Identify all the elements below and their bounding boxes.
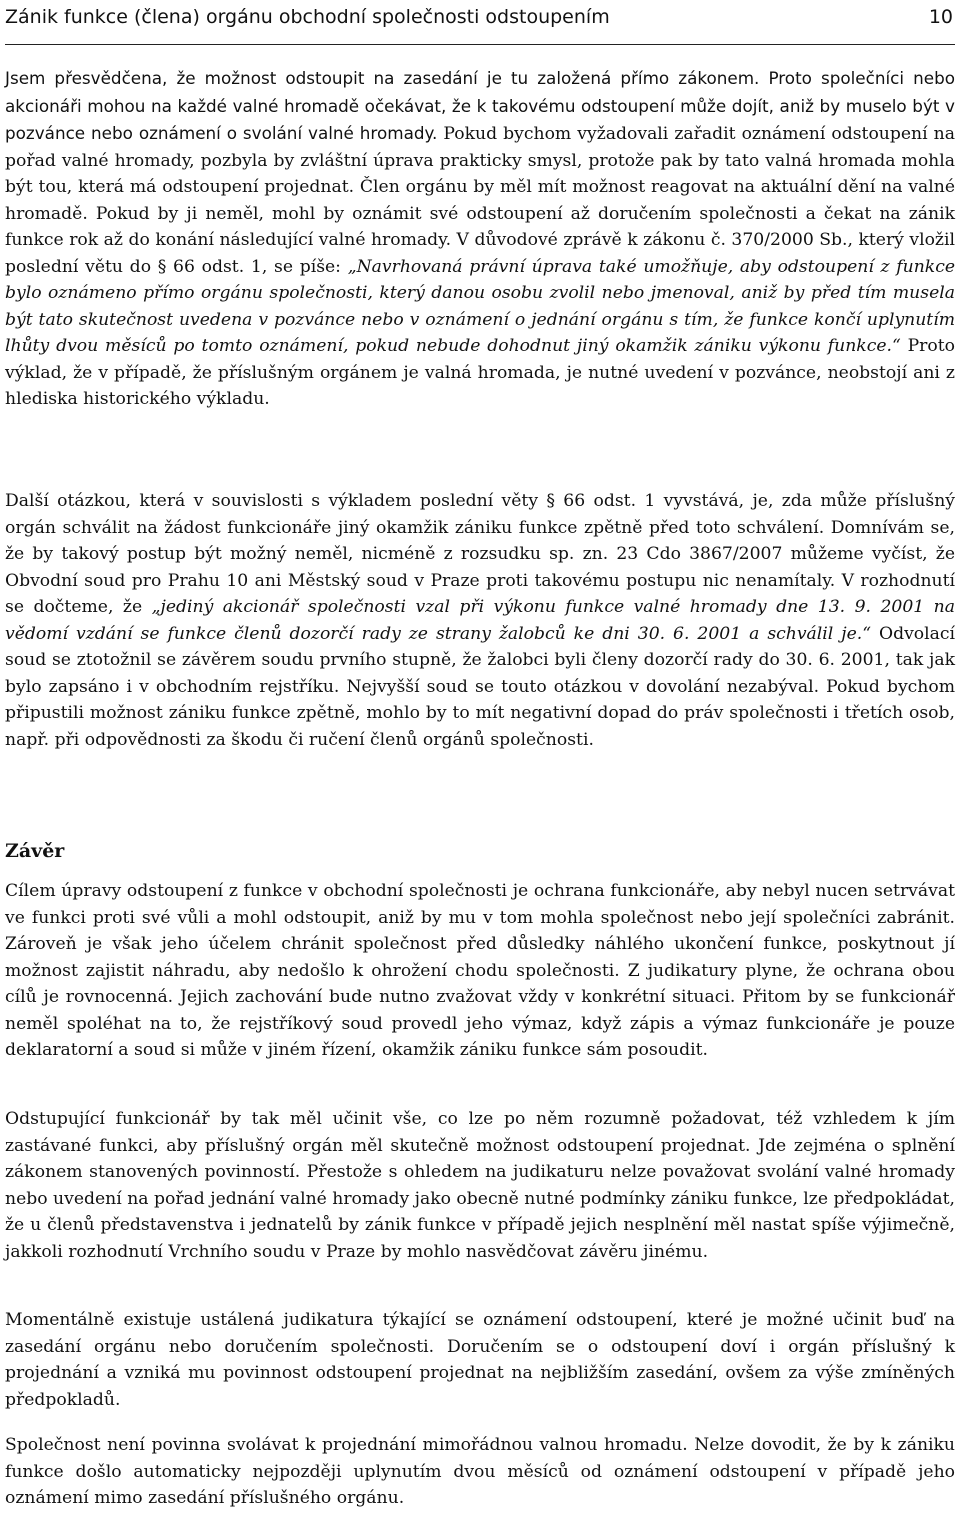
paragraph-3: Cílem úpravy odstoupení z funkce v obchodní společnosti je ochrana funkcionáře, aby nebyl nucen setrvávat ve funkci proti své vůli a mohl odstoupit, aniž by mu v tom mohla společnost nebo její společníci zabránit. Zároveň je však jeho účelem chránit společnost před důsledky náhlého ukončení funkce, poskytnout jí možnost zajistit náhradu, aby nedošlo k ohrožení chodu společnosti. Z judikatury plyne, že ochrana obou cílů je rovnocenná. Jejich zachování bude nutno zvažovat vždy v konkrétní situaci. Přitom by se funkcionář neměl spoléhat na to, že rejstříkový soud provedl jeho výmaz, když zápis a výmaz funkcionáře je pouze deklaratorní a soud si může v jiném řízení, okamžik zániku funkce sám posoudit.	[5, 881, 955, 1060]
section-heading-conclusion: Závěr	[5, 840, 65, 862]
paragraph-1-opening: Jsem přesvědčena, že možnost odstoupit na zasedání je tu založená přímo zákonem. Proto společníci nebo akcionáři mohou na každé valné hromadě očekávat, že k takovému odstoupení může dojít, aniž by muselo být v pozvánce nebo oznámení o svolání valné hromady.	[5, 68, 955, 143]
court-decision-quote: „jediný akcionář společnosti vzal při výkonu funkce valné hromady dne 13. 9. 2001 na vědomí vzdání se funkce členů dozorčí rady ze strany žalobců ke dni 30. 6. 2001 a schválil je.“	[5, 597, 955, 644]
paragraph-1-body: Pokud bychom vyžadovali zařadit oznámení odstoupení na pořad valné hromady, pozbyla by zvláštní úprava prakticky smysl, protože pak by tato valná hromada mohla být tou, která má odstoupení projednat. Člen orgánu by měl mít možnost reagovat na aktuální dění na valné hromadě. Pokud by ji neměl, mohl by oznámit své odstoupení až doručením společnosti a čekat na zánik funkce rok až do konání následující valné hromady. V důvodové zprávě k zákonu č. 370/2000 Sb., který vložil poslední větu do § 66 odst. 1, se píše:	[5, 124, 955, 277]
paragraph-1-conclusion: Proto výklad, že v případě, že příslušným orgánem je valná hromada, je nutné uvedení v pozvánce, neobstojí ani z hlediska historického výkladu.	[5, 336, 955, 409]
paragraph-2	[5, 488, 955, 753]
paragraph-5: Momentálně existuje ustálená judikatura týkající se oznámení odstoupení, které je možné učinit buď na zasedání orgánu nebo doručením společnosti. Doručením se o odstoupení doví i orgán příslušný k projednání a vzniká mu povinnost odstoupení projednat na nejbližším zasedání, ovšem za výše zmíněných předpokladů.	[5, 1310, 955, 1410]
paragraph-1	[5, 65, 955, 413]
paragraph-6: Společnost není povinna svolávat k projednání mimořádnou valnou hromadu. Nelze dovodit, že by k zániku funkce došlo automaticky nejpozději uplynutím dvou měsíců od oznámení odstoupení v případě jeho oznámení mimo zasedání příslušného orgánu.	[5, 1435, 955, 1508]
page-header	[5, 0, 955, 45]
paragraph-4: Odstupující funkcionář by tak měl učinit vše, co lze po něm rozumně požadovat, též vzhledem k jím zastávané funkci, aby příslušný orgán měl skutečně možnost odstoupení projednat. Jde zejména o splnění zákonem stanovených povinností. Přestože s ohledem na judikaturu nelze považovat svolání valné hromady nebo uvedení na pořad jednání valné hromady jako obecně nutné podmínky zániku funkce, lze předpokládat, že u členů představenstva i jednatelů by zánik funkce v případě jejich nesplnění měl nastat spíše výjimečně, jakkoli rozhodnutí Vrchního soudu v Praze by mohlo nasvědčovat závěru jinému.	[5, 1109, 956, 1262]
page-number: 10	[928, 6, 953, 28]
explanatory-report-quote: „Navrhovaná právní úprava také umožňuje, aby odstoupení z funkce bylo oznámeno přímo orgánu společnosti, který danou osobu zvolil nebo jmenoval, aniž by před tím musela být tato skutečnost uvedena v pozvánce nebo v oznámení o jednání orgánu s tím, že funkce končí uplynutím lhůty dvou měsíců po tomto oznámení, pokud nebude dohodnut jiný okamžik zániku výkonu funkce.“	[5, 256, 956, 356]
paragraph-2-conclusion: Odvolací soud se ztotožnil se závěrem soudu prvního stupně, že žalobci byli členy dozorčí rady do 30. 6. 2001, tak jak bylo zapsáno i v obchodním rejstříku. Nejvyšší soud se touto otázkou v dovolání nezabýval. Pokud bychom připustili možnost zániku funkce zpětně, mohlo by to mít negativní dopad do práv společnosti i třetích osob, např. při odpovědnosti za škodu či ručení členů orgánů společnosti.	[5, 623, 955, 750]
paragraph-2-body: Další otázkou, která v souvislosti s výkladem poslední věty § 66 odst. 1 vyvstává, je, zda může příslušný orgán schválit na žádost funkcionáře jiný okamžik zániku funkce zpětně před toto schválení. Domnívám se, že by takový postup být možný neměl, nicméně z rozsudku sp. zn. 23 Cdo 3867/2007 můžeme vyčíst, že Obvodní soud pro Prahu 10 ani Městský soud v Praze proti takovému postupu nic nenamítaly. V rozhodnutí se dočteme, že	[5, 491, 955, 617]
running-title: Zánik funkce (člena) orgánu obchodní společnosti odstoupením	[5, 6, 610, 28]
